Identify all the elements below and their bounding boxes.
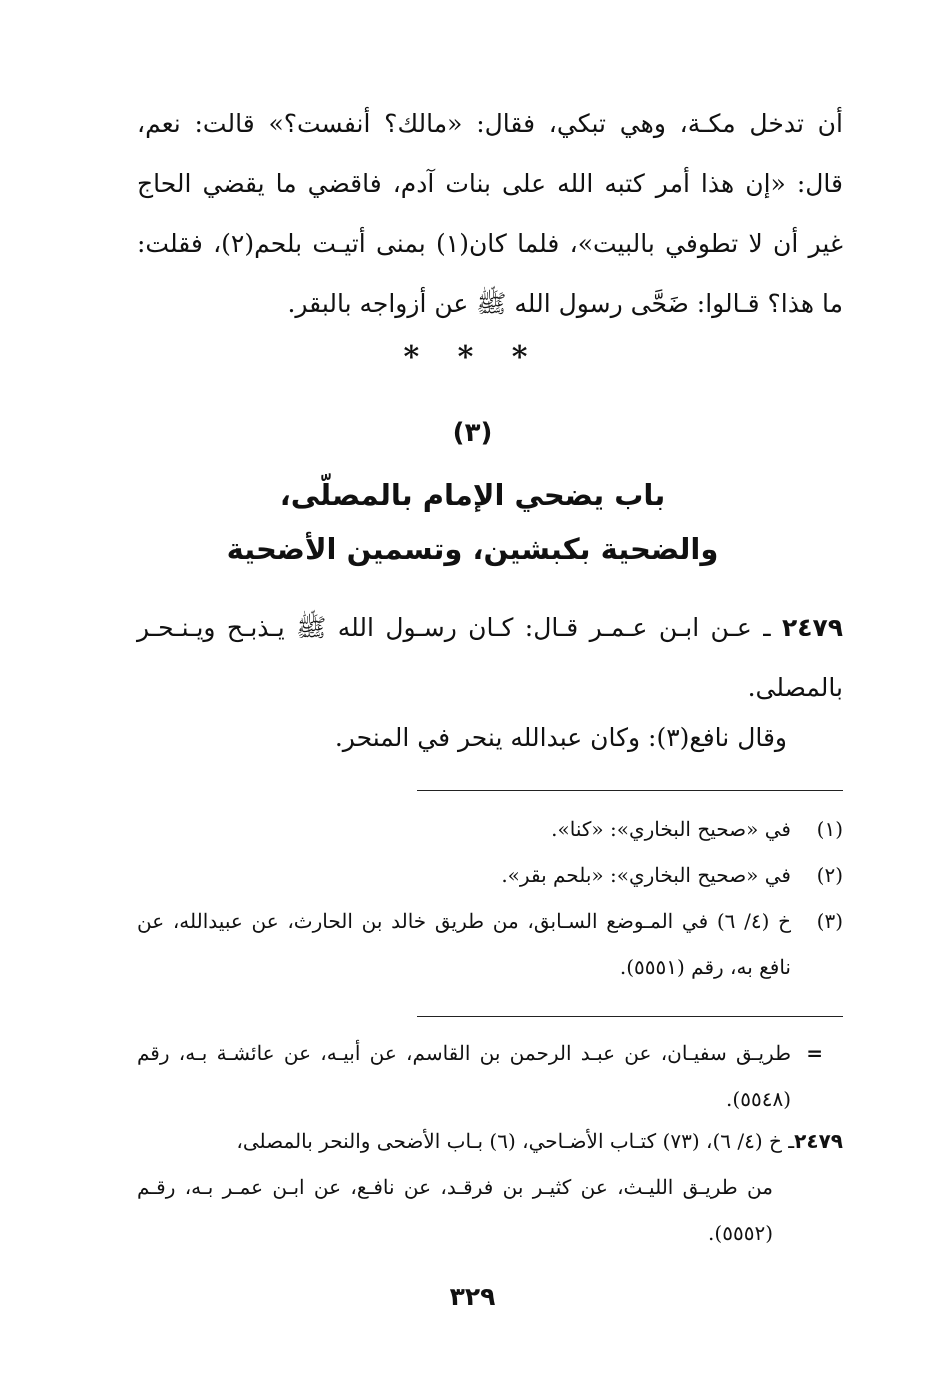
nafi-text: وقال نافع(٣): وكان عبدالله ينحر في المنحر.: [334, 723, 787, 752]
hadith-number: ٢٤٧٩: [781, 613, 843, 642]
footnote-item: [137, 852, 843, 898]
footnote-number: (٢): [816, 863, 843, 887]
nafi-paragraph: [137, 708, 787, 768]
footnote-text: في «صحيح البخاري»: «بلحم بقر».: [501, 863, 791, 887]
chapter-number: (٣): [452, 418, 493, 448]
notes-divider: [417, 1016, 843, 1017]
footnote-item: [137, 898, 843, 990]
note-first-text: ـ خ (٤/ ٦)، (٧٣) كتـاب الأضـاحي، (٦) بـاب الأضحى والنحر بالمصلى،: [236, 1129, 795, 1153]
hadith-text: ـ عـن ابـن عـمـر قـال: كـان رسـول الله ﷺ يـذبـح ويـنـحـر بالمصلى.: [137, 613, 843, 702]
footnote-text: في «صحيح البخاري»: «كنا».: [551, 817, 791, 841]
continuation-mark: =: [806, 1041, 823, 1065]
footnote-number: (١): [816, 817, 843, 841]
hadith-line: [137, 598, 843, 718]
continued-note: [137, 1030, 843, 1122]
hadith-note-rest: من طريـق الليـث، عن كثيـر بن فرقـد، عن نافـع، عن ابـن عمـر بـه، رقـم (٥٥٥٢).: [137, 1175, 773, 1245]
continued-note-item: [137, 1030, 843, 1122]
hadith-note-first-line: [137, 1118, 843, 1164]
footnotes: [137, 806, 843, 990]
hadith-notes: [137, 1118, 843, 1256]
page-number: ٣٢٩: [449, 1282, 496, 1311]
footnote-text: خ (٤/ ٦) في المـوضع السـابق، من طريق خالد بن الحارث، عن عبيدالله، عن نافع به، رقم (٥٥٥١).: [137, 909, 791, 979]
chapter-title-line-2: والضحية بكبشين، وتسمين الأضحية: [226, 532, 719, 566]
footnote-divider: [417, 790, 843, 791]
footnote-number: (٣): [816, 909, 843, 933]
continued-note-text: طريـق سفيـان، عن عبـد الرحمن بن القاسم، عن أبيـه، عن عائشـة بـه، رقم (٥٥٤٨).: [137, 1041, 791, 1111]
footnote-item: [137, 806, 843, 852]
intro-paragraph: [137, 94, 843, 334]
note-hadith-number: ٢٤٧٩: [794, 1129, 843, 1153]
section-separator: * * *: [403, 340, 542, 375]
hadith-paragraph: [137, 598, 843, 718]
intro-text: أن تدخل مكـة، وهي تبكي، فقال: «مالك؟ أنفست؟» قالت: نعم، قال: «إن هذا أمر كتبه الله على بنات آدم، فاقضي ما يقضي الحاج غير أن لا تطوفي بالبيت»، فلما كان(١) بمنى أتيـت بلحم(٢)، فقلت: ما هذا؟ قـالوا: ضَحَّى رسول الله ﷺ عن أزواجه بالبقر.: [137, 109, 843, 318]
chapter-title-line-1: باب يضحي الإمام بالمصلّى،: [279, 478, 666, 512]
